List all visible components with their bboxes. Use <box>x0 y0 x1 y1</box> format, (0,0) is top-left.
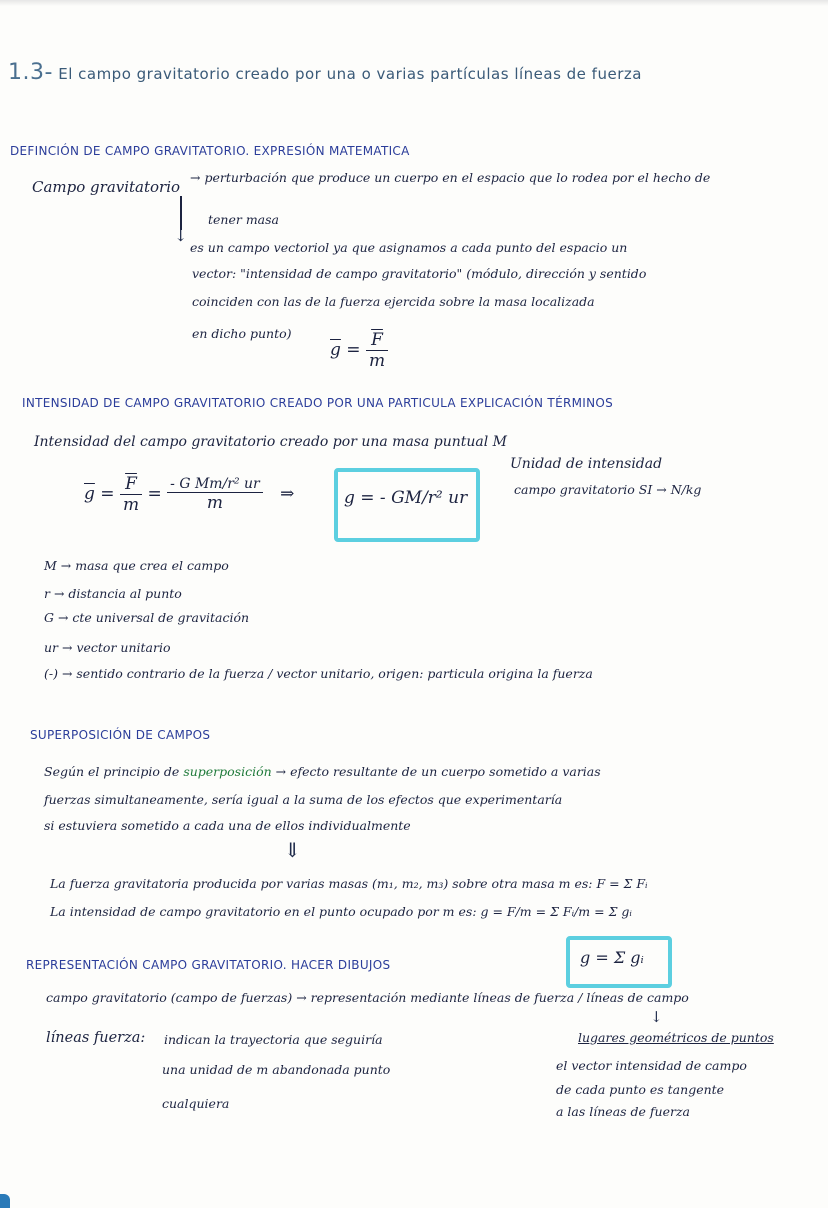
def-line-3: es un campo vectoriol ya que asignamos a cada punto del espacio un <box>190 240 628 255</box>
eq-g: $\overline{g}$ <box>84 484 95 504</box>
eq-frac2 <box>167 476 263 513</box>
term-campo-gravitatorio: Campo gravitatorio <box>32 178 181 196</box>
right-line-4: a las líneas de fuerza <box>556 1104 691 1119</box>
section-superposition-heading: SUPERPOSICIÓN DE CAMPOS <box>30 728 211 742</box>
eq-m: m <box>122 495 140 515</box>
superposition-force-line: La fuerza gravitatoria producida por varias masas (m₁, m₂, m₃) sobre otra masa m es: F = Σ Fᵢ <box>50 876 648 891</box>
def-line-2: tener masa <box>208 212 279 227</box>
term-minus: (-) → sentido contrario de la fuerza / vector unitario, origen: particula origina la fuerza <box>44 666 593 681</box>
formula-m: m <box>368 351 386 371</box>
def-line-1: → perturbación que produce un cuerpo en el espacio que lo rodea por el hecho de <box>190 170 711 185</box>
section-definition-heading: DEFINCIÓN DE CAMPO GRAVITATORIO. EXPRESIÓN MATEMATICA <box>10 144 410 158</box>
eq-F: $\overline{F}$ <box>120 474 142 495</box>
term-r: r → distancia al punto <box>44 586 182 601</box>
def-line-6: en dicho punto) <box>192 326 292 341</box>
sp-highlight: superposición <box>183 764 272 779</box>
unit-line-1: Unidad de intensidad <box>510 456 663 472</box>
intensity-intro: Intensidad del campo gravitatorio creado por una masa puntual M <box>34 434 508 450</box>
unit-line-2: campo gravitatorio SI → N/kg <box>514 482 702 497</box>
title-text: El campo gravitatorio creado por una o varias partículas líneas de fuerza <box>58 65 642 83</box>
boxed-formula-intensity-text: g = - GM/r² ur <box>344 488 468 508</box>
intensity-equation: $\overline{g}$ = $\frac{\overline{F}}{m}$ = $\frac{\text{- G Mm/r² ur}}{m}$ ⇒ <box>84 474 295 515</box>
lineas-fuerza-line-3: cualquiera <box>162 1096 230 1111</box>
section-intensity-heading: INTENSIDAD DE CAMPO GRAVITATORIO CREADO POR UNA PARTICULA EXPLICACIÓN TÉRMINOS <box>22 396 614 410</box>
right-line-2: el vector intensidad de campo <box>556 1058 747 1073</box>
formula-F: $\overline{F}$ <box>366 330 388 351</box>
sp-text-a: Según el principio de <box>44 764 180 779</box>
superposition-line-3: si estuviera sometido a cada una de ellos individualmente <box>44 818 411 833</box>
boxed-formula-superposition-text: g = Σ gᵢ <box>580 948 644 967</box>
arrow-down-icon: ↓ <box>174 226 188 245</box>
formula-fraction <box>366 330 388 371</box>
arrow-down-icon-2: ↓ <box>650 1008 663 1026</box>
formula-g: $\overline{g}$ <box>330 340 341 360</box>
page-corner-mark <box>0 1194 10 1208</box>
page-top-edge <box>0 0 828 6</box>
def-line-5: coinciden con las de la fuerza ejercida sobre la masa localizada <box>192 294 595 309</box>
right-line-3: de cada punto es tangente <box>556 1082 725 1097</box>
superposition-line-2: fuerzas simultaneamente, sería igual a la suma de los efectos que experimentaría <box>44 792 563 807</box>
implies-arrow: ⇒ <box>280 484 295 504</box>
eq-den2: m <box>206 493 223 513</box>
double-arrow-down-icon: ⇓ <box>284 838 301 862</box>
superposition-intensity-line: La intensidad de campo gravitatorio en el punto ocupado por m es: g = F/m = Σ Fᵢ/m = Σ gᵢ <box>50 904 632 919</box>
eq-num2: - G Mm/r² ur <box>167 476 263 493</box>
term-ur: ur → vector unitario <box>44 640 171 655</box>
lineas-fuerza-label: líneas fuerza: <box>46 1030 146 1046</box>
representation-line: campo gravitatorio (campo de fuerzas) → representación mediante líneas de fuerza / líneas de campo <box>46 990 689 1005</box>
section-representation-heading: REPRESENTACIÓN CAMPO GRAVITATORIO. HACER DIBUJOS <box>26 958 391 972</box>
bracket-line <box>180 196 182 230</box>
sp-text-c: → efecto resultante de un cuerpo sometido a varias <box>275 764 601 779</box>
page-title <box>8 60 642 85</box>
title-number: 1.3- <box>8 60 53 85</box>
def-line-4: vector: "intensidad de campo gravitatorio" (módulo, dirección y sentido <box>192 266 647 281</box>
eq-frac1 <box>120 474 142 515</box>
lineas-fuerza-line-1: indican la trayectoria que seguiría <box>164 1032 383 1047</box>
term-G: G → cte universal de gravitación <box>44 610 250 625</box>
formula-g-equals-F-over-m: $\overline{g}$ = $\frac{\overline{F}}{m}$ <box>330 330 388 371</box>
lugares-geometricos: lugares geométricos de puntos <box>578 1030 774 1045</box>
term-M: M → masa que crea el campo <box>44 558 229 573</box>
superposition-line-1 <box>44 764 601 779</box>
lineas-fuerza-line-2: una unidad de m abandonada punto <box>162 1062 391 1077</box>
